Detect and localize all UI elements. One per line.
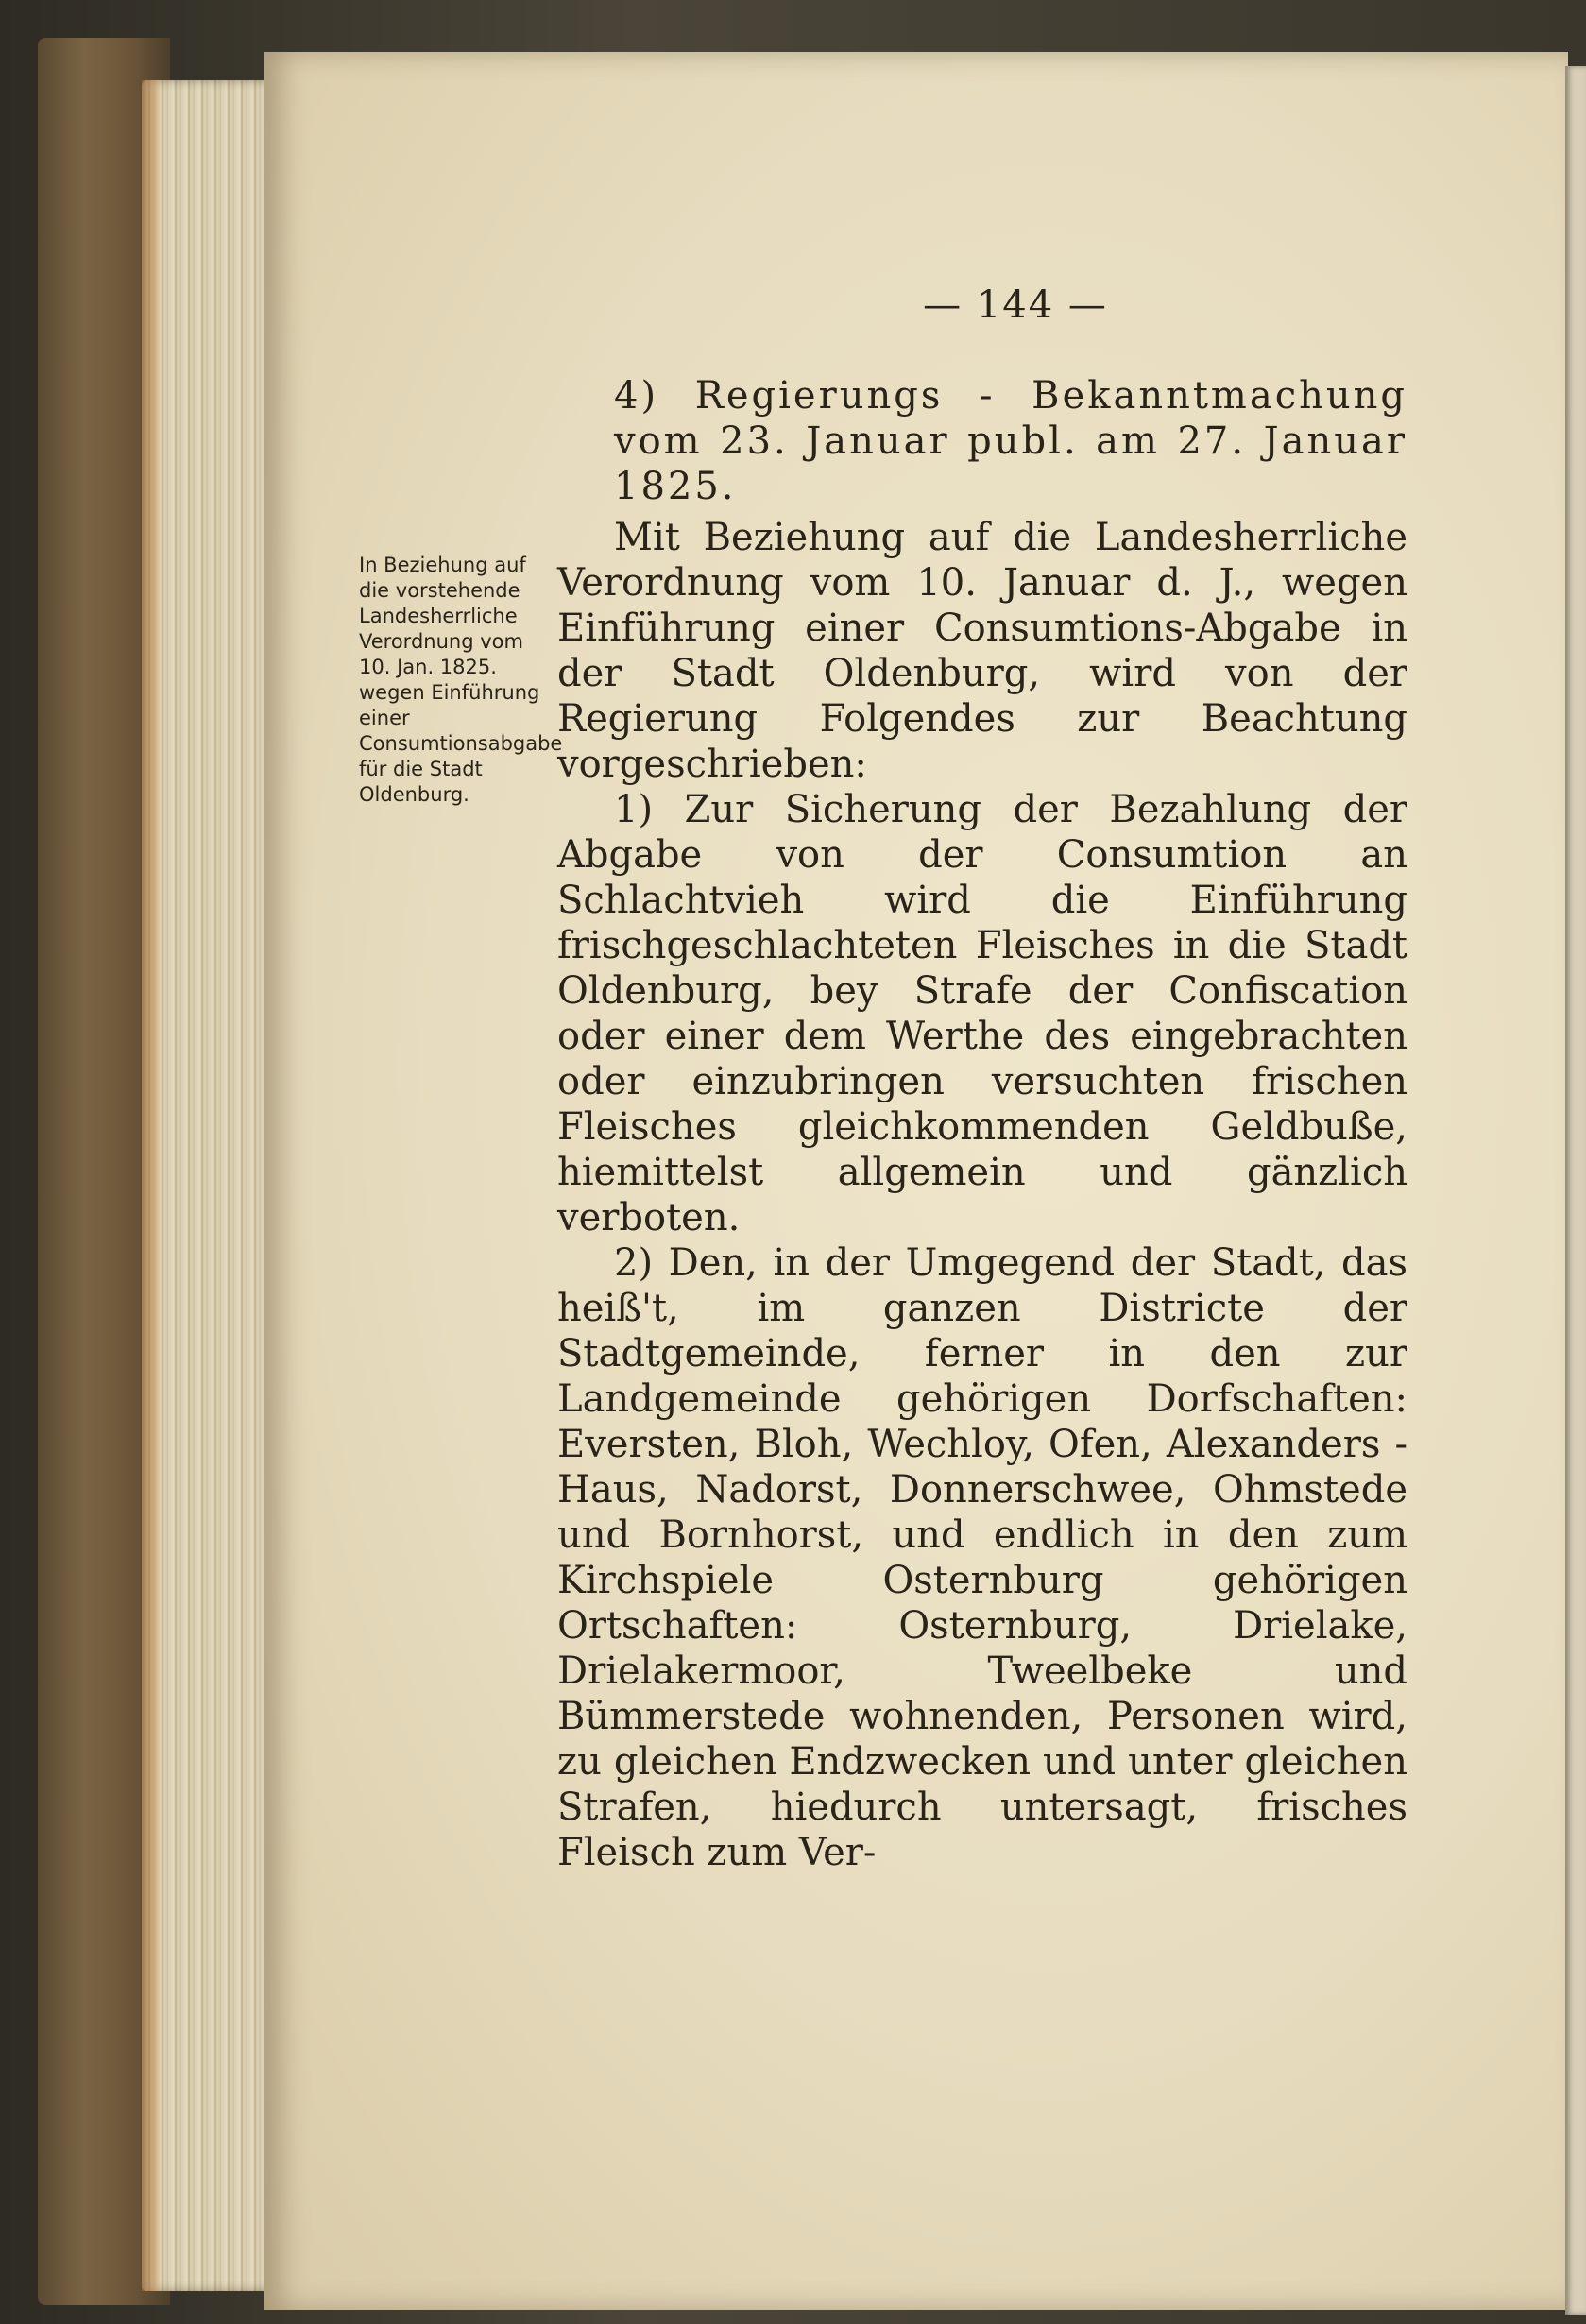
margin-note: In Beziehung auf die vorstehende Landesherrliche Verordnung vom 10. Jan. 1825. wegen Einführung einer Consumtionsabgabe für die Stadt Oldenburg. bbox=[359, 554, 563, 806]
body-text bbox=[557, 373, 1407, 1875]
page-number: — 144 — bbox=[923, 283, 1108, 327]
paragraph-1: 1) Zur Sicherung der Bezahlung der Abgabe von der Consumtion an Schlachtvieh wird die Einführung frischgeschlachteten Fleisches in die Stadt Oldenburg, bey Strafe der Confiscation oder einer dem Werthe des eingebrachten oder einzubringen versuchten frischen Fleisches gleichkommenden Geldbuße, hiemittelst allgemein und gänzlich verboten. bbox=[557, 788, 1407, 1239]
page-edges bbox=[142, 80, 283, 2291]
paragraph-intro: Mit Beziehung auf die Landesherrliche Verordnung vom 10. Januar d. J., wegen Einführung einer Consumtions-Abgabe in der Stadt Oldenburg, wird von der Regierung Folgendes zur Beachtung vorgeschrieben: bbox=[557, 516, 1407, 786]
paragraph-2: 2) Den, in der Umgegend der Stadt, das heiß't, im ganzen Districte der Stadtgemeinde, ferner in den zur Landgemeinde gehörigen Dorfschaften: Eversten, Bloh, Wechloy, Ofen, Alexanders - Haus, Nadorst, Donnerschwee, Ohmstede und Bornhorst, und endlich in den zum Kirchspiele Osternburg gehörigen Ortschaften: Osternburg, Drielake, Drielakermoor, Tweelbeke und Bümmerstede wohnenden, Personen wird, zu gleichen Endzwecken und unter gleichen Strafen, hiedurch untersagt, frisches Fleisch zum Ver- bbox=[557, 1241, 1407, 1874]
next-page-edge bbox=[1565, 66, 1586, 2315]
section-heading: 4) Regierungs - Bekanntmachung vom 23. Januar publ. am 27. Januar 1825. bbox=[614, 374, 1407, 508]
